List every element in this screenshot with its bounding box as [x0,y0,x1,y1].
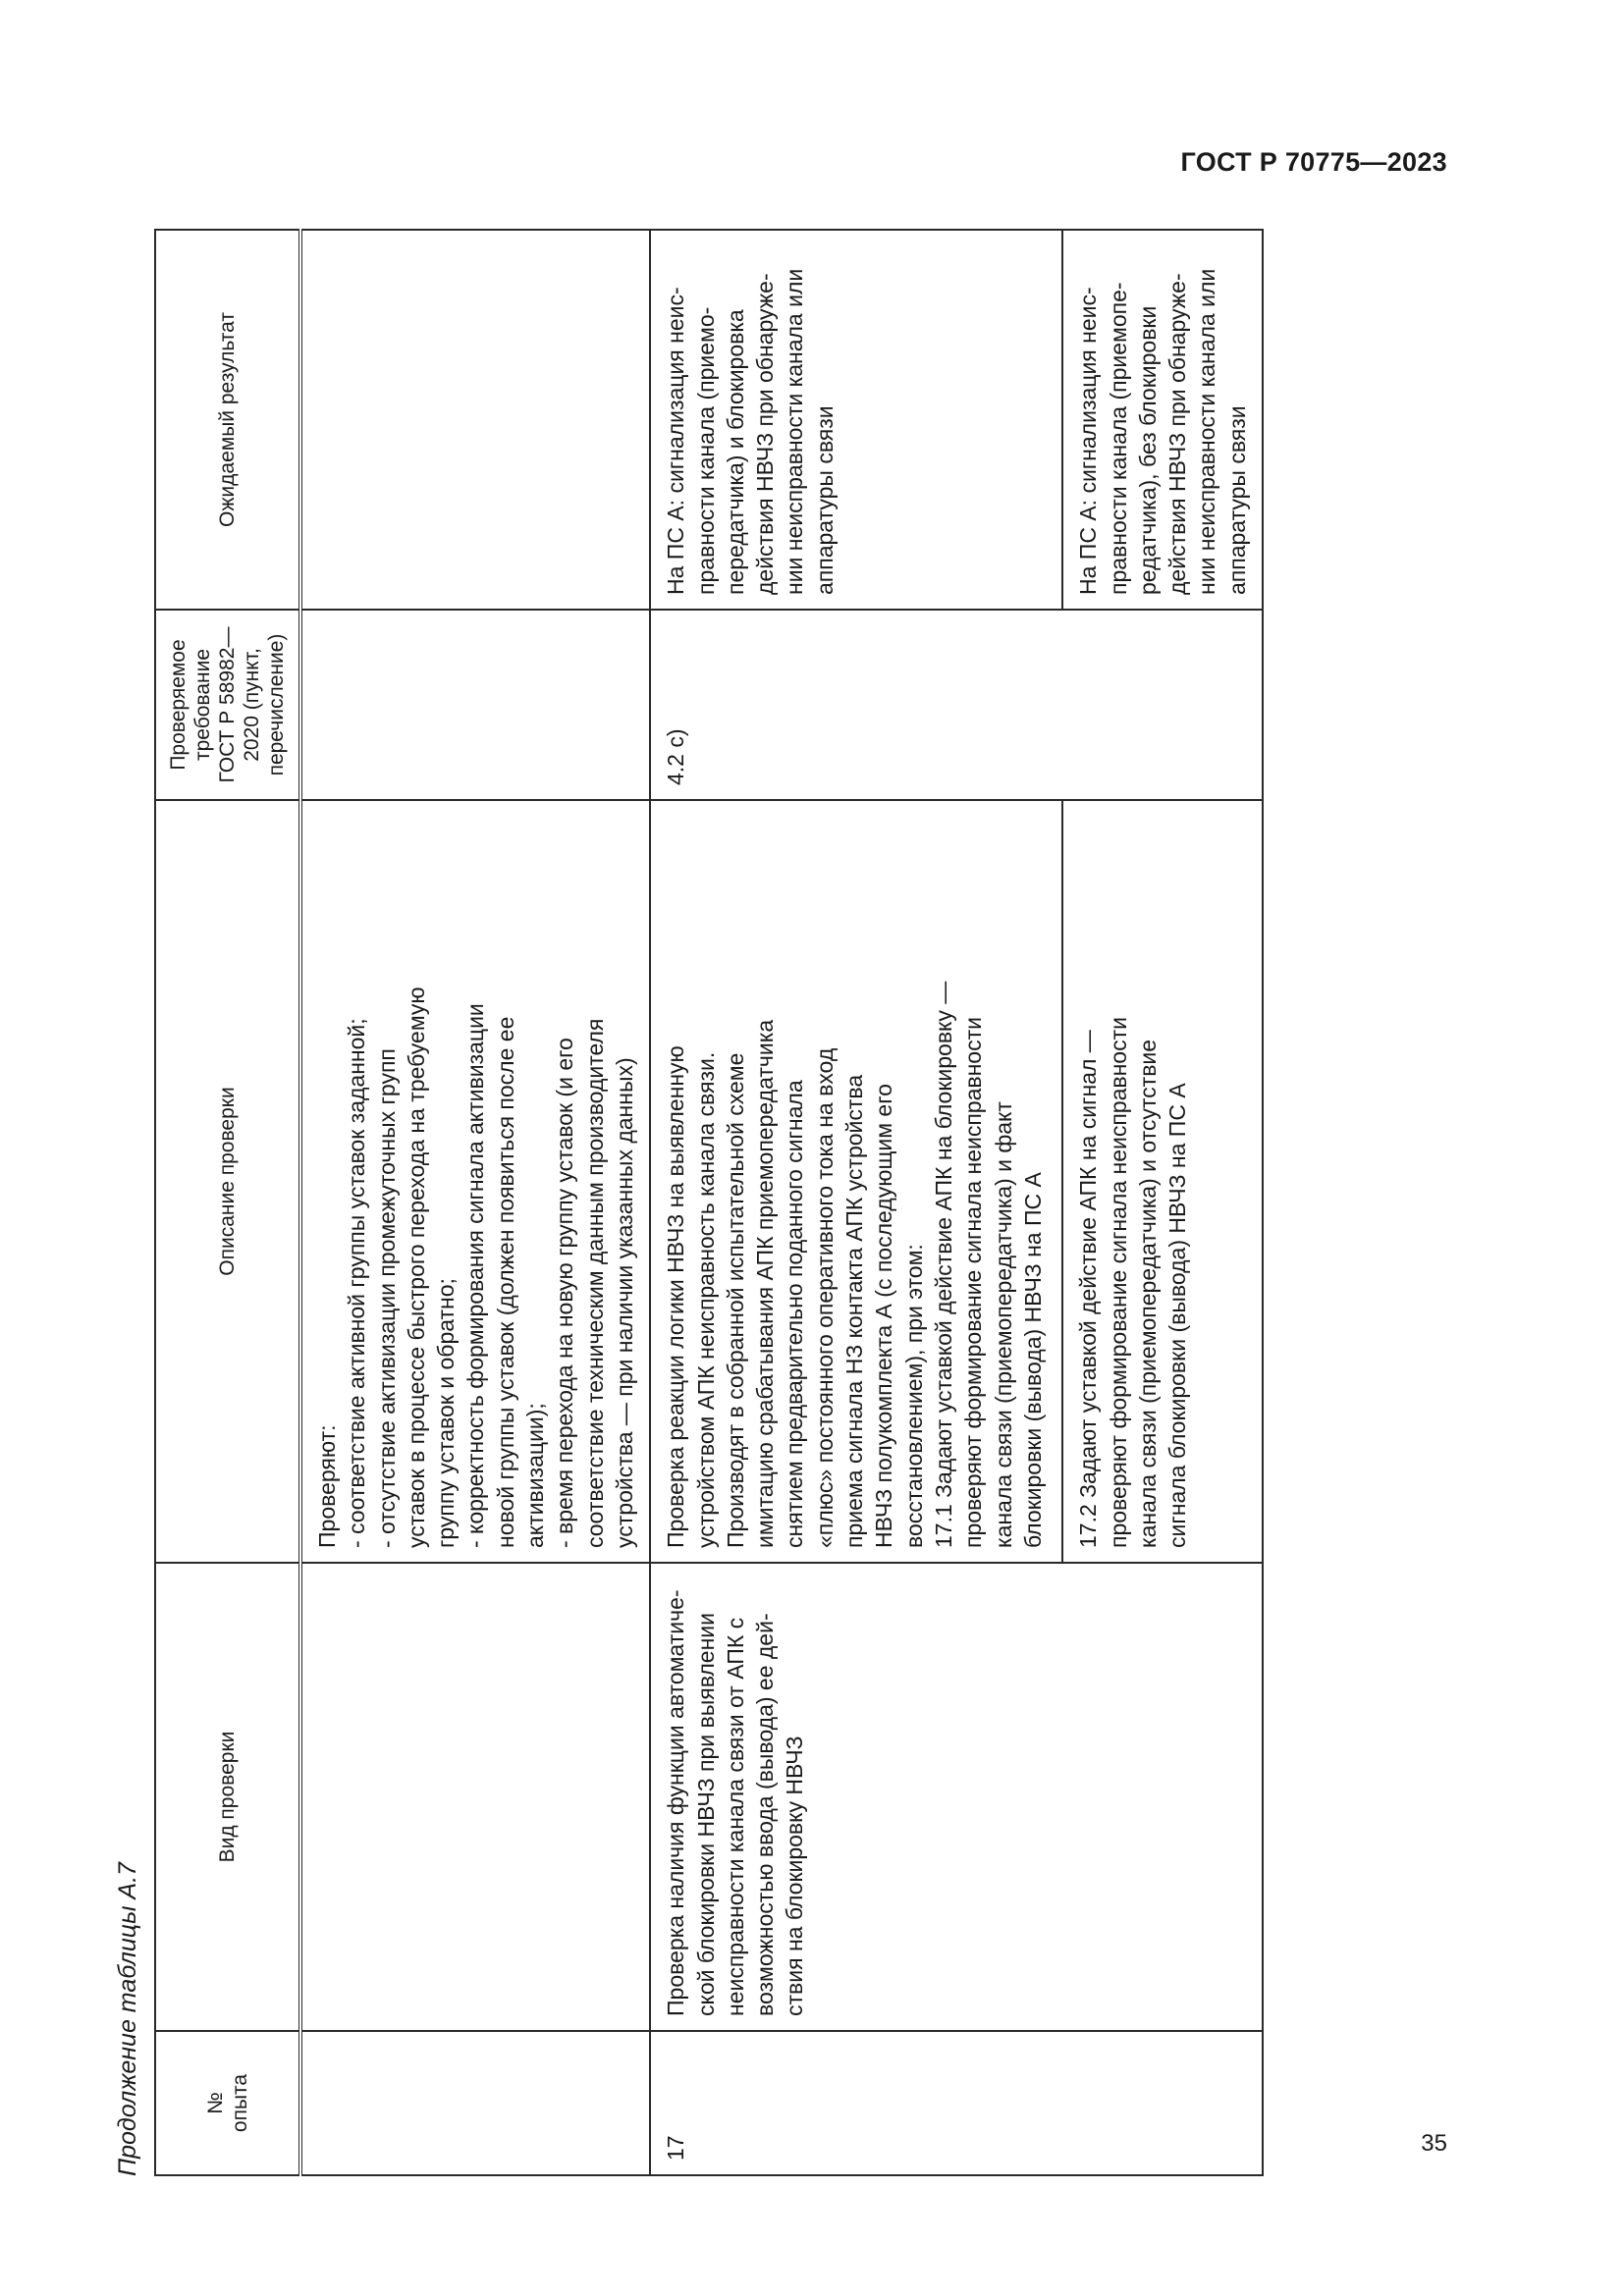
type-line: ской блокировки НВЧЗ при выявлении [692,1613,719,2016]
desc-line: канала связи (приемопередатчика) и факт [990,1101,1016,1548]
cell-num [300,2031,650,2175]
type-line: возможностью ввода (вывода) ее дей- [752,1613,779,2016]
desc-line: 17.2 Задают уставкой действие АПК на сигнал — [1075,1030,1102,1548]
type-line: ствия на блокировку НВЧЗ [782,1735,808,2016]
result-line: аппаратуры связи [811,405,838,595]
result-line: аппаратуры связи [1223,405,1250,595]
cell-check-description [650,800,1062,1563]
desc-line: приема сигнала НЗ контакта АПК устройства [841,1074,868,1548]
cell-expected-result [300,230,650,610]
result-line: действия НВЧЗ при обнаруже- [752,273,779,595]
cell-expected-result [1062,230,1263,610]
result-line: правности канала (приемо- [692,306,719,595]
type-line: Проверка наличия функции автоматиче- [663,1589,689,2016]
header-req-line: ГОСТ Р 58982— [216,626,239,783]
cell-expected-result [650,230,1062,610]
cell-check-type [650,1563,1263,2031]
document-code: ГОСТ Р 70775—2023 [1180,147,1447,177]
checks-table [154,229,1264,2176]
desc-line: - соответствие активной группы уставок заданной; [344,1018,370,1548]
desc-line: - время перехода на новую группу уставок (и его [552,1038,578,1548]
cell-num: 17 [650,2031,1263,2175]
landscape-content [111,231,1251,2176]
cell-check-type [300,1563,650,2031]
result-line: редатчика), без блокировки [1134,305,1161,595]
table-row-continuation [300,230,650,2175]
table-header-row [155,230,300,2175]
header-req-line: требование [191,648,214,762]
type-line: неисправности канала связи от АПК с [722,1617,748,2016]
header-num-line: № [203,2092,227,2114]
page-number: 35 [1421,2130,1447,2157]
result-line: На ПС А: сигнализация неис- [663,287,689,595]
desc-line: проверяют формирование сигнала неисправности [1105,1017,1131,1548]
header-req-line: Проверяемое [167,639,189,771]
desc-line: Проверка реакции логики НВЧЗ на выявленную [663,1045,689,1548]
desc-line: активизации); [522,1403,549,1548]
header-check-type: Вид проверки [155,1563,300,2031]
desc-line: восстановлением), при этом: [900,1244,927,1548]
cell-requirement: 4.2 с) [650,610,1263,800]
desc-line: соответствие техническим данным производителя [581,1018,608,1548]
desc-line: уставок в процессе быстрого перехода на требуемую [403,987,429,1548]
desc-line: имитацию срабатывания АПК приемопередатчика [752,1019,779,1548]
header-requirement [155,610,300,800]
desc-line: Проверяют: [314,1424,340,1548]
result-line: нии неисправности канала или [782,268,808,595]
desc-line: НВЧЗ полукомплекта А (с последующим его [871,1084,897,1548]
desc-line: устройством АПК неисправность канала связи. [692,1051,719,1548]
desc-line: 17.1 Задают уставкой действие АПК на блокировку — [930,981,956,1548]
header-req-line: перечисление) [265,633,288,776]
cell-requirement [300,610,650,800]
rotated-table-frame [111,231,1251,2176]
table-row-17-1 [650,230,1062,2175]
desc-line: снятием предварительно поданного сигнала [782,1080,808,1548]
result-line: На ПС А: сигнализация неис- [1075,287,1102,595]
cell-check-description [300,800,650,1563]
desc-line: устройства — при наличии указанных данных) [611,1057,637,1548]
desc-line: - корректность формирования сигнала активизации [462,1003,489,1548]
result-line: передатчика) и блокировка [722,309,748,595]
desc-line: проверяют формирование сигнала неисправности [960,1017,987,1548]
desc-line: блокировки (вывода) НВЧЗ на ПС А [1019,1172,1046,1548]
cell-check-description [1062,800,1263,1563]
result-line: правности канала (приемопе- [1105,282,1131,595]
desc-line: группу уставок и обратно; [433,1278,460,1548]
table-caption: Продолжение таблицы А.7 [114,1862,141,2176]
header-num [155,2031,300,2175]
desc-line: «плюс» постоянного оперативного тока на вход [811,1047,838,1548]
result-line: нии неисправности канала или [1194,268,1220,595]
header-req-line: 2020 (пункт, [241,648,263,762]
header-check-description: Описание проверки [155,800,300,1563]
header-num-line: опыта [228,2073,251,2133]
desc-line: сигнала блокировки (вывода) НВЧЗ на ПС А [1164,1083,1191,1548]
desc-line: - отсутствие активизации промежуточных групп [373,1048,400,1548]
desc-line: новой группы уставок (должен появиться после ее [492,1016,518,1548]
desc-line: Производят в собранной испытательной схеме [722,1052,748,1548]
desc-line: канала связи (приемопередатчика) и отсутствие [1134,1039,1161,1548]
result-line: действия НВЧЗ при обнаруже- [1164,273,1191,595]
header-expected-result: Ожидаемый результат [155,230,300,610]
